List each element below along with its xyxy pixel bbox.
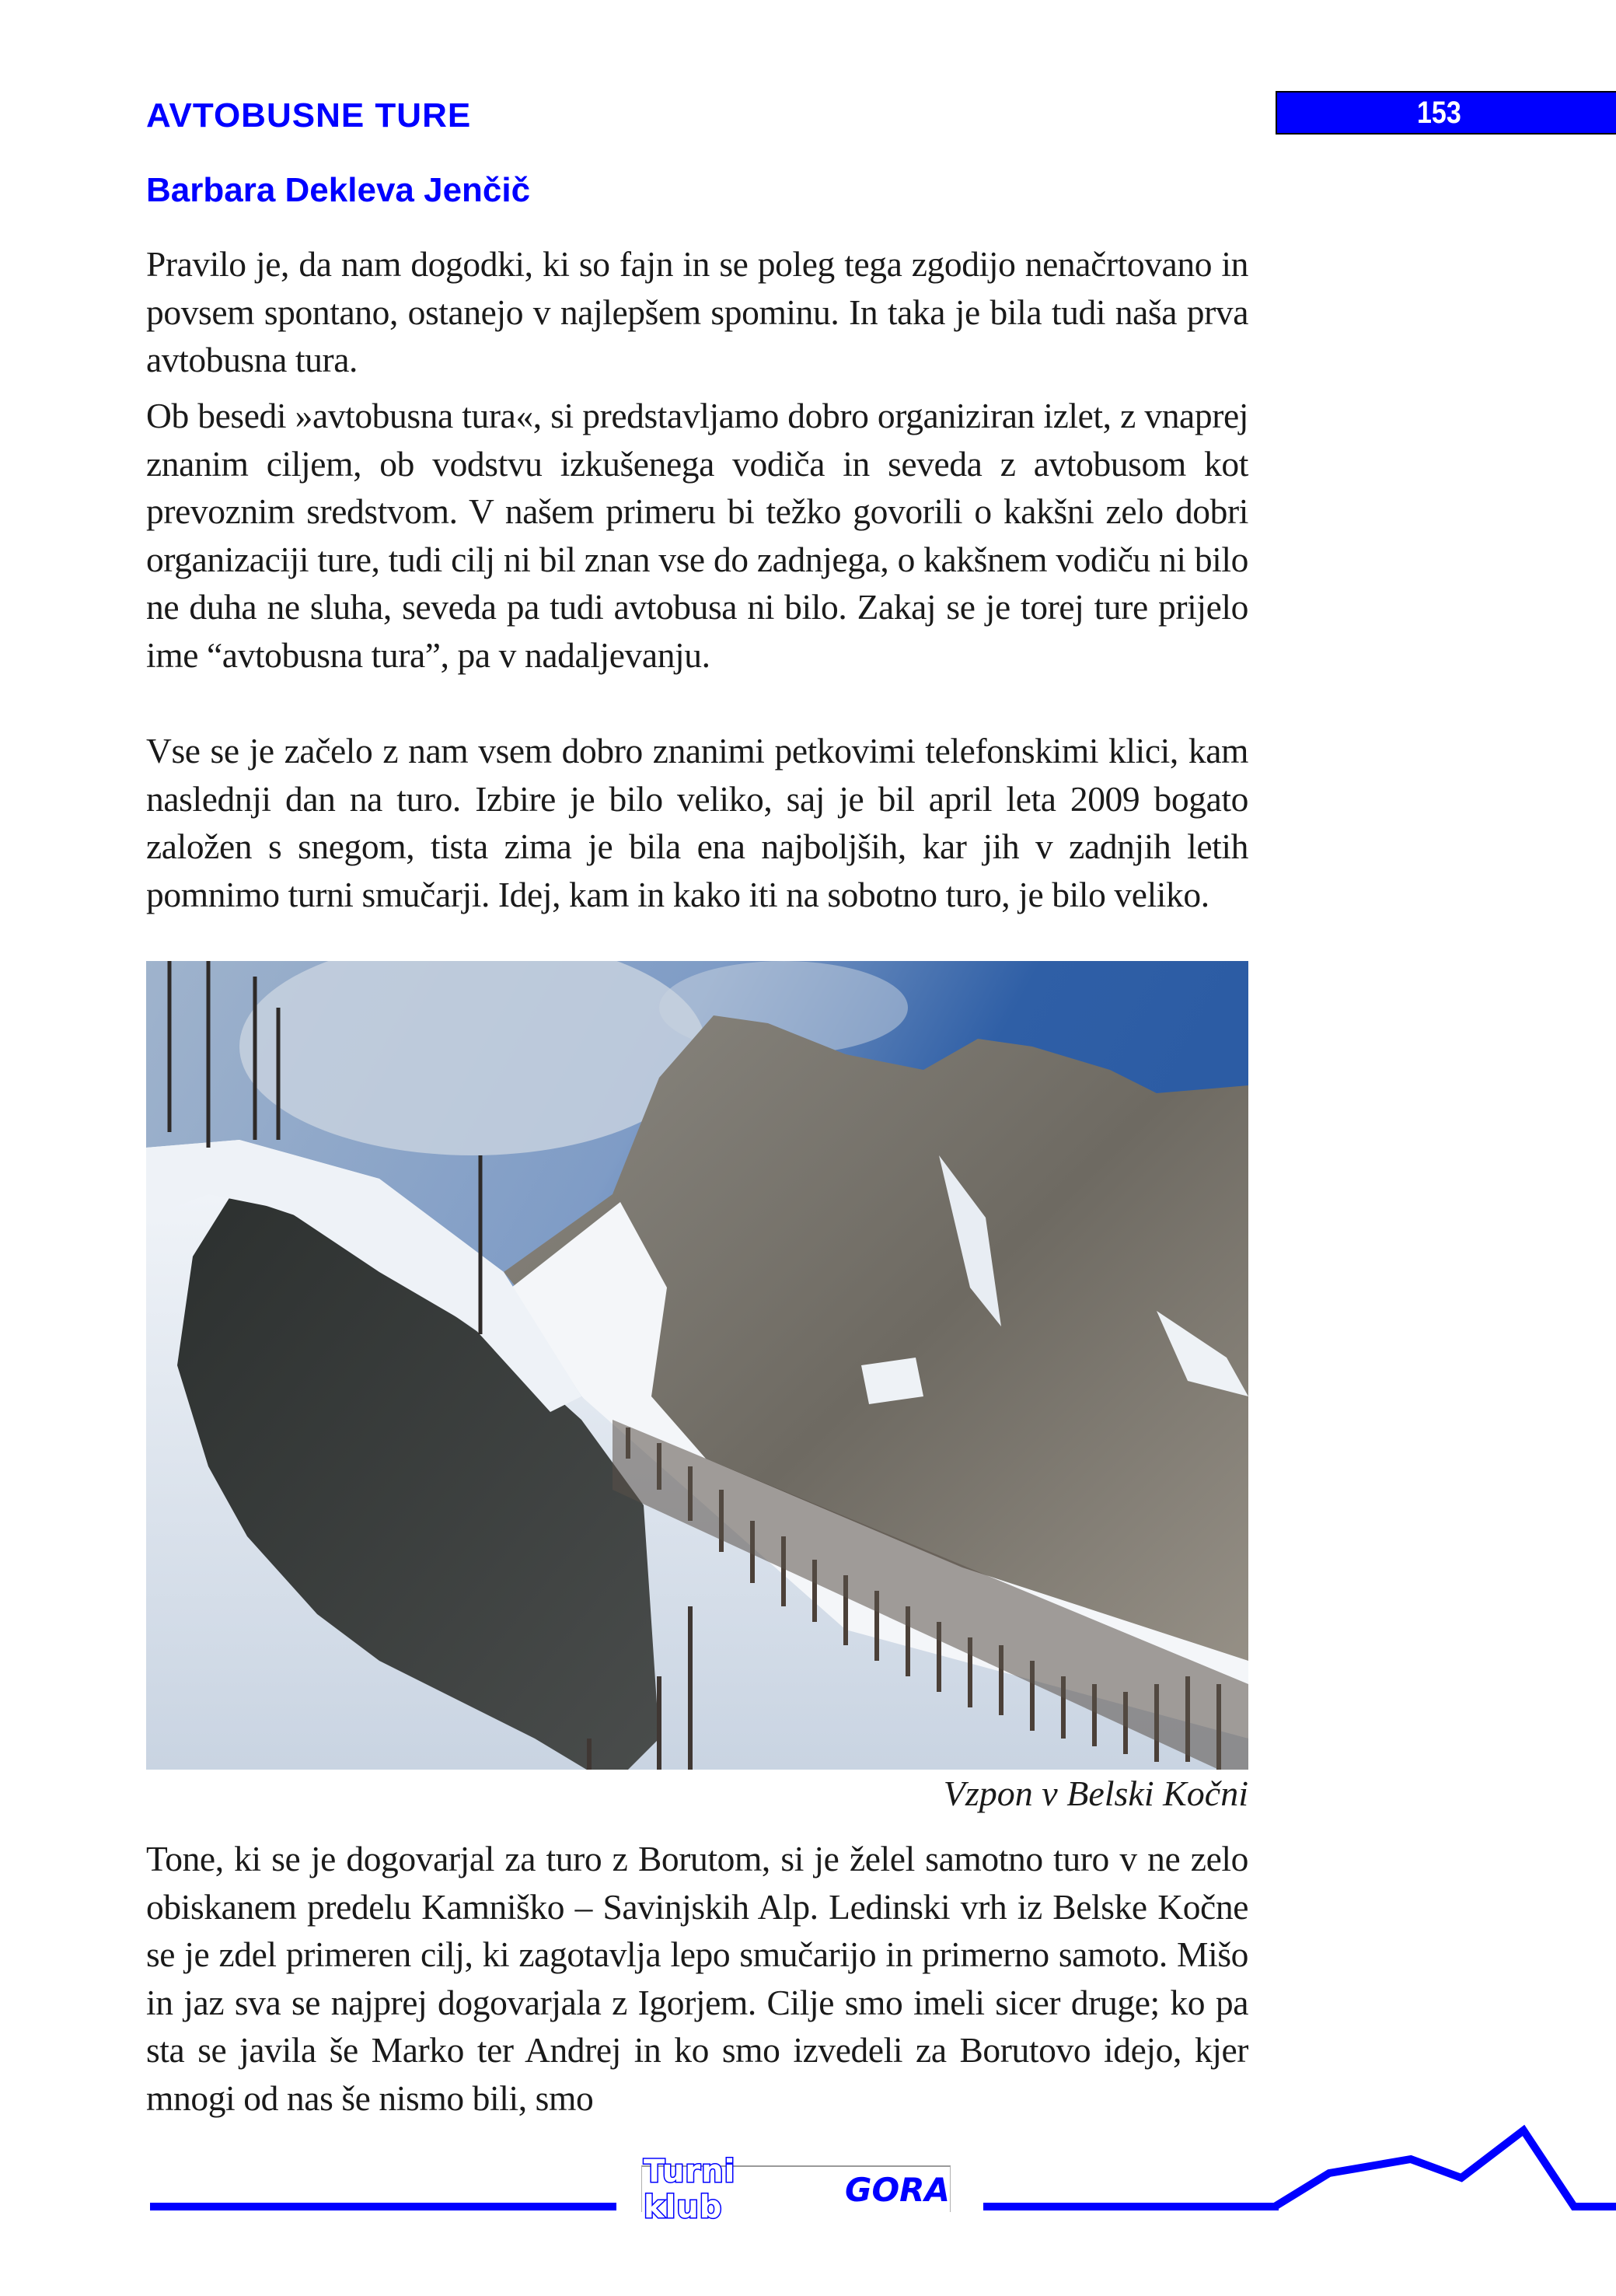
footer-rule-right xyxy=(983,2203,1279,2210)
paragraph-2: Ob besedi »avtobusna tura«, si predstavljamo dobro organiziran izlet, z vnaprej znanim ciljem, ob vodstvu izkušenega vodiča in seveda z avtobusom kot prevoznim sredstvom. V našem primeru bi težko govorili o kakšni zelo dobri organizaciji ture, tudi cilj ni bil znan vse do zadnjega, o kakšnem vodiču ni bilo ne duha ne sluha, seveda pa tudi avtobusa ni bilo. Zakaj se je torej ture prijelo ime “avtobusna tura”, pa v nadaljevanju. xyxy=(146,396,1248,675)
section-title: AVTOBUSNE TURE xyxy=(146,96,472,135)
logo-text-turni-klub: Turni klub xyxy=(644,2154,736,2225)
paragraph-1: Pravilo je, da nam dogodki, ki so fajn in se poleg tega zgodijo nenačrtovano in povsem spontano, ostanejo v najlepšem spominu. In taka je bila tudi naša prva avtobusna tura. xyxy=(146,244,1248,379)
paragraph-4: Tone, ki se je dogovarjal za turo z Borutom, si je želel samotno turo v ne zelo obiskanem predelu Kamniško – Savinjskih Alp. Ledinski vrh iz Belske Kočne se je zdel primeren cilj, ki zagotavlja lepo smučarijo in primerno samoto. Mišo in jaz sva se najprej dogovarjala z Igorjem. Cilje smo imeli sicer druge; ko pa sta se javila še Marko ter Andrej in ko smo izvedeli za Borutovo idejo, kjer mnogi od nas še nismo bili, smo xyxy=(146,1839,1248,2118)
article-photo xyxy=(146,961,1248,1770)
mountain-peaks-line xyxy=(1275,2130,1616,2207)
snow-patch xyxy=(861,1358,923,1404)
page-number-bar xyxy=(1276,91,1616,135)
paragraph-3: Vse se je začelo z nam vsem dobro znanimi petkovimi telefonskimi klici, kam naslednji dan na turo. Izbire je bilo veliko, saj je bil april leta 2009 bogato založen s snegom, tista zima je bila ena najboljših, kar jih v zadnjih letih pomnimo turni smučarji. Idej, kam in kako iti na sobotno turo, je bilo veliko. xyxy=(146,731,1248,914)
photo-caption: Vzpon v Belski Kočni xyxy=(943,1774,1248,1813)
logo-text-gora: GORA xyxy=(844,2170,950,2209)
page-number: 153 xyxy=(1416,95,1461,130)
club-logo xyxy=(641,2154,951,2225)
mountain-photo-illustration xyxy=(146,961,1248,1770)
article-author: Barbara Dekleva Jenčič xyxy=(146,171,531,209)
footer-rule-left xyxy=(150,2203,616,2210)
